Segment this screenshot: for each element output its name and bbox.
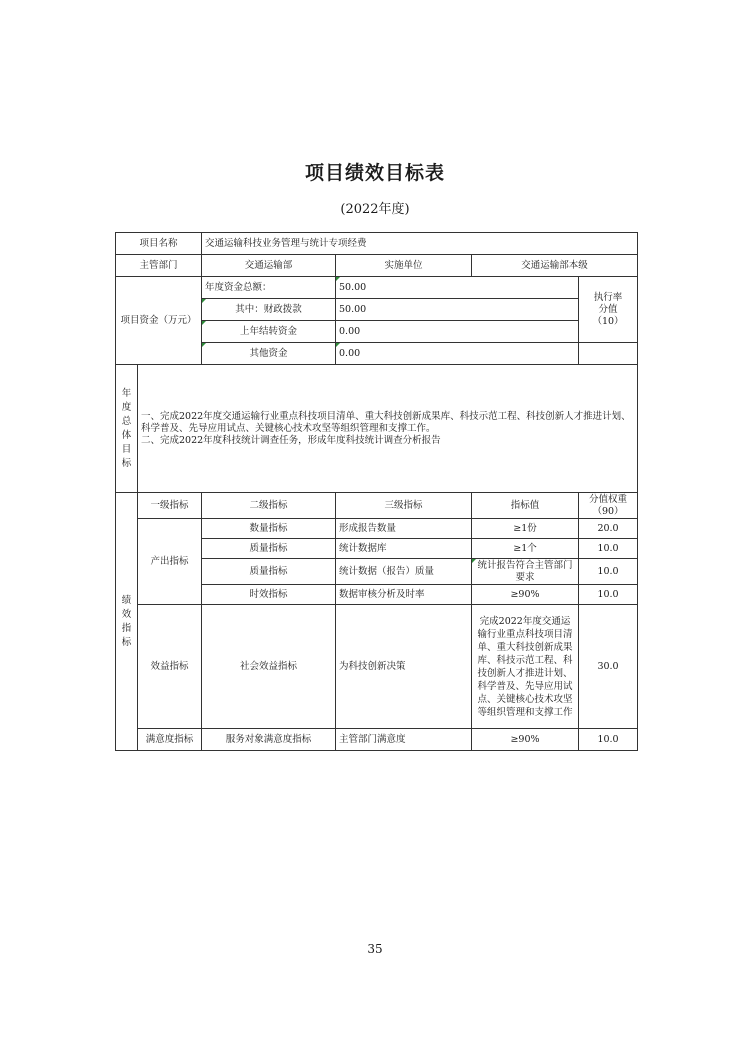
table-row xyxy=(116,519,638,539)
funds-total-value: 50.00 xyxy=(336,277,579,299)
row4-weight: 10.0 xyxy=(579,585,638,605)
satisfaction-level2: 服务对象满意度指标 xyxy=(202,729,336,751)
row1-weight: 20.0 xyxy=(579,519,638,539)
header-weight: 分值权重（90） xyxy=(579,493,638,519)
row2-weight: 10.0 xyxy=(579,539,638,559)
funds-total-label: 年度资金总额： xyxy=(202,277,336,299)
header-level3: 三级指标 xyxy=(336,493,472,519)
funds-other-empty xyxy=(579,343,638,365)
indicators-label xyxy=(116,493,138,751)
performance-table xyxy=(115,232,638,751)
annual-goal-line1: 一、完成2022年度交通运输行业重点科技项目清单、重大科技创新成果库、科技示范工程、科技创新人才推进计划、科学普及、先导应用试点、关键核心技术攻坚等组织管理和支撑工作。 xyxy=(141,410,631,434)
benefit-row xyxy=(116,605,638,729)
annual-goal-row xyxy=(116,365,638,493)
funds-carryover-label: 上年结转资金 xyxy=(202,321,336,343)
funds-other-value: 0.00 xyxy=(336,343,579,365)
unit-value: 交通运输部本级 xyxy=(472,255,638,277)
dept-label: 主管部门 xyxy=(116,255,202,277)
row3-level3: 统计数据（报告）质量 xyxy=(336,559,472,585)
header-level1: 一级指标 xyxy=(138,493,202,519)
row1-level2: 数量指标 xyxy=(202,519,336,539)
satisfaction-level3: 主管部门满意度 xyxy=(336,729,472,751)
satisfaction-weight: 10.0 xyxy=(579,729,638,751)
satisfaction-row xyxy=(116,729,638,751)
output-indicator-label: 产出指标 xyxy=(138,519,202,605)
indicators-label-text: 绩效指标 xyxy=(121,594,132,648)
page-number: 35 xyxy=(367,942,383,956)
satisfaction-level1: 满意度指标 xyxy=(138,729,202,751)
row3-value: 统计报告符合主管部门要求 xyxy=(472,559,579,585)
benefit-level2: 社会效益指标 xyxy=(202,605,336,729)
annual-goal-line2: 二、完成2022年度科技统计调查任务，形成年度科技统计调查分析报告 xyxy=(141,434,441,446)
header-value: 指标值 xyxy=(472,493,579,519)
exec-line2: 分值 xyxy=(598,303,618,315)
project-name-label: 项目名称 xyxy=(116,233,202,255)
funds-label: 项目资金（万元） xyxy=(116,277,202,365)
row2-level3: 统计数据库 xyxy=(336,539,472,559)
exec-line1: 执行率 xyxy=(593,291,623,303)
benefit-weight: 30.0 xyxy=(579,605,638,729)
department-row xyxy=(116,255,638,277)
indicator-header-row xyxy=(116,493,638,519)
funds-other-label: 其他资金 xyxy=(202,343,336,365)
project-name-value: 交通运输科技业务管理与统计专项经费 xyxy=(202,233,638,255)
execution-rate-cell xyxy=(579,277,638,343)
row1-value: ≥1份 xyxy=(472,519,579,539)
unit-label: 实施单位 xyxy=(336,255,472,277)
satisfaction-value: ≥90% xyxy=(472,729,579,751)
page-subtitle: (2022年度) xyxy=(340,202,410,217)
row3-weight: 10.0 xyxy=(579,559,638,585)
funds-carryover-value: 0.00 xyxy=(336,321,579,343)
benefit-value: 完成2022年度交通运输行业重点科技项目清单、重大科技创新成果库、科技示范工程、科技创新人才推进计划、科学普及、先导应用试点、关键核心技术攻坚等组织管理和支撑工作 xyxy=(472,605,579,729)
exec-line3: （10） xyxy=(592,315,624,327)
row4-value: ≥90% xyxy=(472,585,579,605)
annual-goal-content xyxy=(138,365,638,493)
project-name-row xyxy=(116,233,638,255)
funds-total-row xyxy=(116,277,638,299)
row1-level3: 形成报告数量 xyxy=(336,519,472,539)
row3-level2: 质量指标 xyxy=(202,559,336,585)
row2-level2: 质量指标 xyxy=(202,539,336,559)
row4-level3: 数据审核分析及时率 xyxy=(336,585,472,605)
page-title: 项目绩效目标表 xyxy=(304,162,445,184)
funds-fiscal-label: 其中：财政拨款 xyxy=(202,299,336,321)
annual-goal-label xyxy=(116,365,138,493)
row4-level2: 时效指标 xyxy=(202,585,336,605)
funds-fiscal-value: 50.00 xyxy=(336,299,579,321)
benefit-level1: 效益指标 xyxy=(138,605,202,729)
header-level2: 二级指标 xyxy=(202,493,336,519)
row2-value: ≥1个 xyxy=(472,539,579,559)
benefit-level3: 为科技创新决策 xyxy=(336,605,472,729)
dept-value: 交通运输部 xyxy=(202,255,336,277)
annual-goal-label-text: 年度总体目标 xyxy=(121,387,132,469)
